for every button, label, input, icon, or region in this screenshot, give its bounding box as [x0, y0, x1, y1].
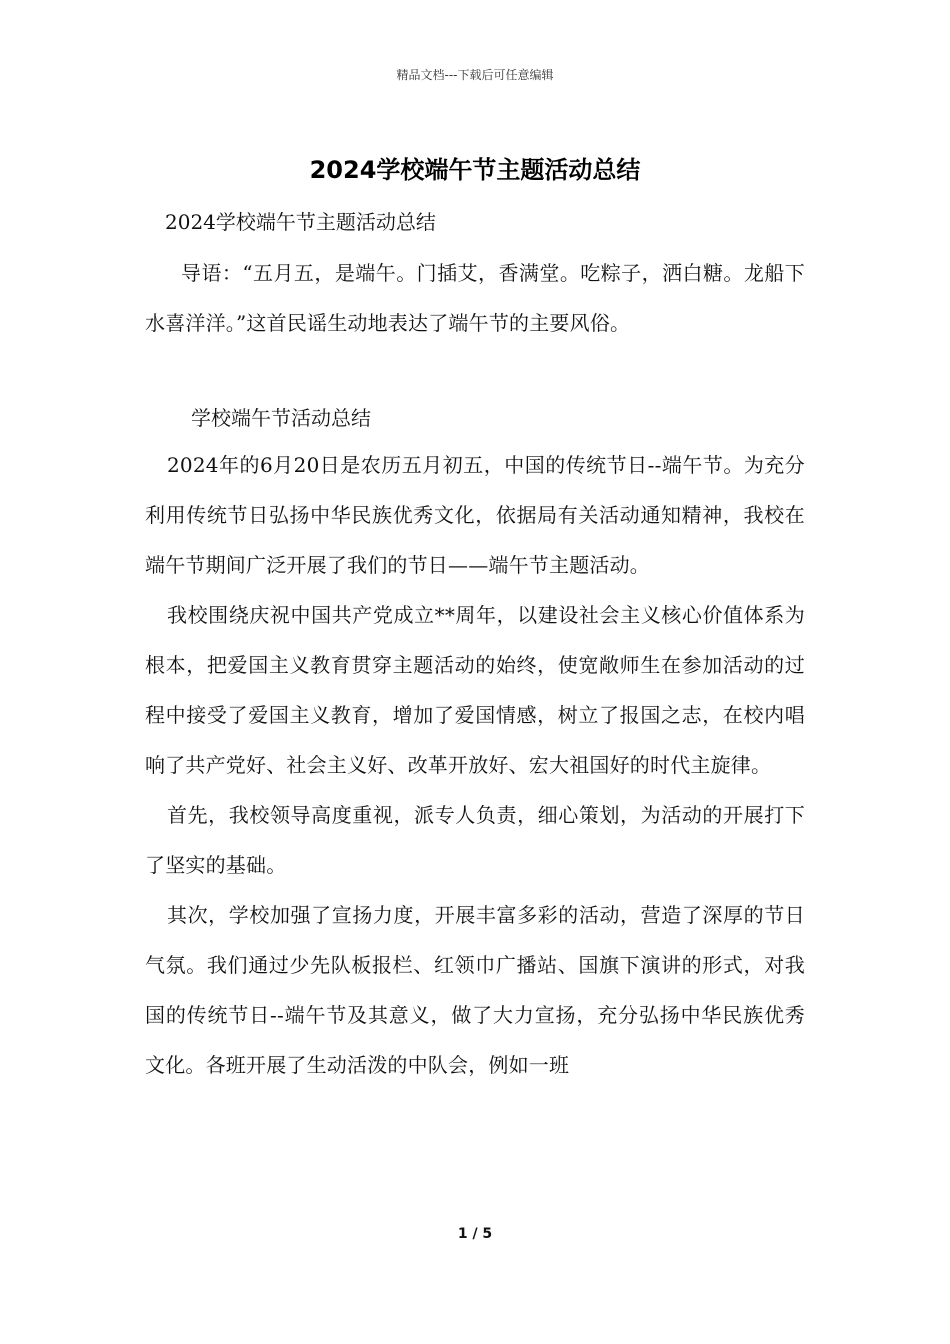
- intro-paragraph: 导语：“五月五，是端午。门插艾，香满堂。吃粽子，洒白糖。龙船下水喜洋洋。”这首民谣生动地表达了端午节的主要风俗。: [145, 261, 805, 335]
- body-paragraph: 2024年的6月20日是农历五月初五，中国的传统节日--端午节。为充分利用传统节日弘扬中华民族优秀文化，依据局有关活动通知精神，我校在端午节期间广泛开展了我们的节日——端午节主题活动。: [145, 453, 805, 577]
- document-body: [145, 200, 805, 1090]
- body-paragraph: 我校围绕庆祝中国共产党成立**周年，以建设社会主义核心价值体系为根本，把爱国主义教育贯穿主题活动的始终，使宽敞师生在参加活动的过程中接受了爱国主义教育，增加了爱国情感，树立了报国之志，在校内唱响了共产党好、社会主义好、改革开放好、宏大祖国好的时代主旋律。: [145, 603, 805, 777]
- section-heading: 学校端午节活动总结: [191, 406, 371, 430]
- body-paragraph: 其次，学校加强了宣扬力度，开展丰富多彩的活动，营造了深厚的节日气氛。我们通过少先队板报栏、红领巾广播站、国旗下演讲的形式，对我国的传统节日--端午节及其意义，做了大力宣扬，充分弘扬中华民族优秀文化。各班开展了生动活泼的中队会，例如一班: [145, 903, 805, 1077]
- body-paragraph: 首先，我校领导高度重视，派专人负责，细心策划，为活动的开展打下了坚实的基础。: [145, 803, 805, 877]
- document-subtitle: 2024学校端午节主题活动总结: [165, 210, 436, 234]
- document-title: 2024学校端午节主题活动总结: [309, 156, 641, 184]
- page-number: 1 / 5: [457, 1226, 493, 1242]
- header-note: 精品文档---下载后可任意编辑: [396, 68, 554, 82]
